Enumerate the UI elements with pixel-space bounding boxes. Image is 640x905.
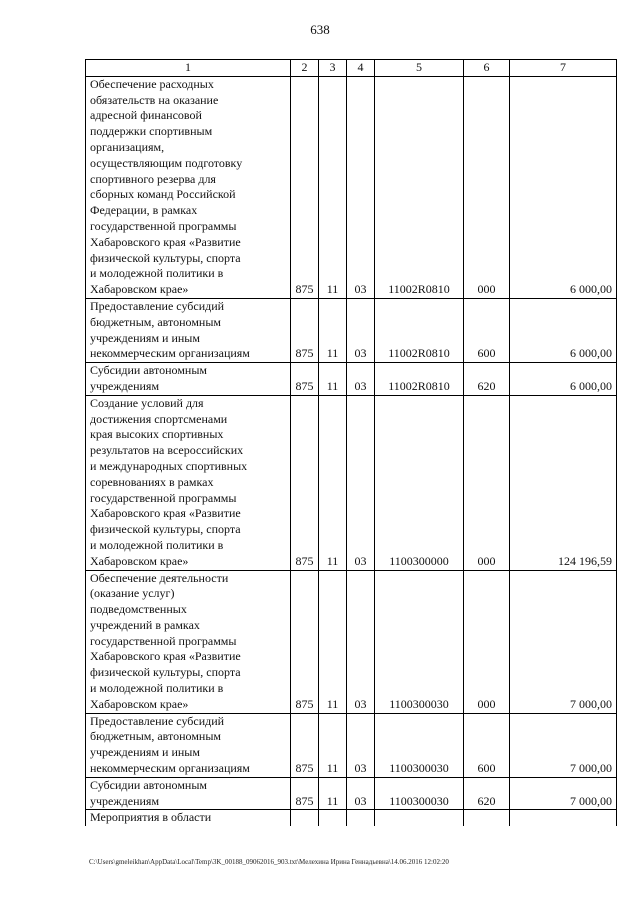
cell-col7: 7 000,00 xyxy=(510,777,617,810)
description-line: сборных команд Российской xyxy=(90,187,236,202)
row-description xyxy=(86,810,291,826)
cell-col4: 03 xyxy=(347,570,375,713)
page-number: 638 xyxy=(310,22,330,37)
cell-col6: 620 xyxy=(464,777,510,810)
cell-col3: 11 xyxy=(319,395,347,570)
cell-col5 xyxy=(375,810,464,826)
description-line: государственной программы xyxy=(90,218,237,233)
description-line: учреждениям и иным xyxy=(90,745,200,760)
cell-col4: 03 xyxy=(347,298,375,362)
cell-col3: 11 xyxy=(319,777,347,810)
description-line: Обеспечение расходных xyxy=(90,76,214,91)
footer-file-path: C:\Users\gmeleikhan\AppData\Local\Temp\3K_00188_09062016_903.txt\Мелехина Ирина Геннадьевна\14.06.2016 12:02:20 xyxy=(89,858,449,866)
cell-col2: 875 xyxy=(291,570,319,713)
description-line: Хабаровского края «Развитие xyxy=(90,649,241,664)
cell-col7 xyxy=(510,810,617,826)
header-cell: 2 xyxy=(291,60,319,77)
description-line: Субсидии автономным xyxy=(90,777,207,792)
description-line: Предоставление субсидий xyxy=(90,713,225,728)
description-line: некоммерческим организациям xyxy=(90,346,250,361)
description-line: спортивного резерва для xyxy=(90,171,216,186)
description-line: учреждений в рамках xyxy=(90,617,200,632)
header-cell: 1 xyxy=(86,60,291,77)
cell-col4: 03 xyxy=(347,76,375,298)
description-line: соревнованиях в рамках xyxy=(90,474,214,489)
table-header-row xyxy=(86,60,617,77)
description-line: некоммерческим организациям xyxy=(90,761,250,776)
cell-col2: 875 xyxy=(291,713,319,777)
description-line: учреждениям xyxy=(90,793,160,808)
description-line: (оказание услуг) xyxy=(90,586,175,601)
cell-col7: 7 000,00 xyxy=(510,713,617,777)
cell-col6: 000 xyxy=(464,76,510,298)
cell-col7: 6 000,00 xyxy=(510,76,617,298)
cell-col2: 875 xyxy=(291,777,319,810)
row-description xyxy=(86,298,291,362)
description-line: Хабаровского края «Развитие xyxy=(90,234,241,249)
description-line: поддержки спортивным xyxy=(90,124,213,139)
row-description xyxy=(86,713,291,777)
cell-col2: 875 xyxy=(291,76,319,298)
description-line: и международных спортивных xyxy=(90,458,248,473)
cell-col4: 03 xyxy=(347,713,375,777)
cell-col7: 6 000,00 xyxy=(510,298,617,362)
cell-col3: 11 xyxy=(319,76,347,298)
description-line: Мероприятия в области xyxy=(90,810,212,825)
budget-table xyxy=(85,59,617,826)
description-line: организациям, xyxy=(90,139,165,154)
cell-col7: 7 000,00 xyxy=(510,570,617,713)
cell-col4: 03 xyxy=(347,777,375,810)
header-cell: 5 xyxy=(375,60,464,77)
table-row xyxy=(86,777,617,810)
description-line: и молодежной политики в xyxy=(90,537,224,552)
description-line: государственной программы xyxy=(90,490,237,505)
description-line: достижения спортсменами xyxy=(90,411,228,426)
row-description xyxy=(86,570,291,713)
cell-col5: 11002R0810 xyxy=(375,363,464,396)
header-cell: 4 xyxy=(347,60,375,77)
cell-col3: 11 xyxy=(319,363,347,396)
description-line: Обеспечение деятельности xyxy=(90,570,229,585)
description-line: Федерации, в рамках xyxy=(90,203,198,218)
description-line: физической культуры, спорта xyxy=(90,522,241,537)
cell-col2: 875 xyxy=(291,363,319,396)
cell-col3: 11 xyxy=(319,298,347,362)
cell-col5: 1100300030 xyxy=(375,713,464,777)
cell-col5: 11002R0810 xyxy=(375,76,464,298)
description-line: края высоких спортивных xyxy=(90,427,224,442)
description-line: Хабаровском крае» xyxy=(90,553,189,568)
description-line: Предоставление субсидий xyxy=(90,298,225,313)
description-line: государственной программы xyxy=(90,633,237,648)
table-row xyxy=(86,363,617,396)
description-line: Хабаровском крае» xyxy=(90,696,189,711)
cell-col3 xyxy=(319,810,347,826)
cell-col4 xyxy=(347,810,375,826)
header-cell: 6 xyxy=(464,60,510,77)
description-line: и молодежной политики в xyxy=(90,681,224,696)
cell-col5: 1100300030 xyxy=(375,777,464,810)
description-line: бюджетным, автономным xyxy=(90,729,221,744)
cell-col6: 600 xyxy=(464,298,510,362)
row-description xyxy=(86,777,291,810)
cell-col2 xyxy=(291,810,319,826)
description-line: результатов на всероссийских xyxy=(90,443,244,458)
description-line: учреждениям и иным xyxy=(90,330,200,345)
cell-col7: 124 196,59 xyxy=(510,395,617,570)
cell-col5: 1100300000 xyxy=(375,395,464,570)
cell-col3: 11 xyxy=(319,570,347,713)
description-line: и молодежной политики в xyxy=(90,266,224,281)
description-line: адресной финансовой xyxy=(90,108,202,123)
cell-col4: 03 xyxy=(347,363,375,396)
table-row xyxy=(86,298,617,362)
description-line: физической культуры, спорта xyxy=(90,250,241,265)
description-line: Хабаровском крае» xyxy=(90,282,189,297)
row-description xyxy=(86,395,291,570)
description-line: Хабаровского края «Развитие xyxy=(90,506,241,521)
cell-col2: 875 xyxy=(291,298,319,362)
description-line: учреждениям xyxy=(90,378,160,393)
cell-col5: 1100300030 xyxy=(375,570,464,713)
cell-col3: 11 xyxy=(319,713,347,777)
cell-col4: 03 xyxy=(347,395,375,570)
cell-col5: 11002R0810 xyxy=(375,298,464,362)
cell-col6: 620 xyxy=(464,363,510,396)
description-line: физической культуры, спорта xyxy=(90,665,241,680)
cell-col6: 000 xyxy=(464,570,510,713)
cell-col6: 000 xyxy=(464,395,510,570)
table-row xyxy=(86,570,617,713)
description-line: обязательств на оказание xyxy=(90,92,219,107)
description-line: подведомственных xyxy=(90,602,187,617)
row-description xyxy=(86,363,291,396)
table-row xyxy=(86,713,617,777)
header-cell: 7 xyxy=(510,60,617,77)
description-line: Создание условий для xyxy=(90,395,204,410)
cell-col7: 6 000,00 xyxy=(510,363,617,396)
description-line: бюджетным, автономным xyxy=(90,314,221,329)
cell-col2: 875 xyxy=(291,395,319,570)
table-row xyxy=(86,395,617,570)
row-description xyxy=(86,76,291,298)
table-row xyxy=(86,76,617,298)
cell-col6 xyxy=(464,810,510,826)
header-cell: 3 xyxy=(319,60,347,77)
description-line: осуществляющим подготовку xyxy=(90,155,243,170)
table-row xyxy=(86,810,617,826)
description-line: Субсидии автономным xyxy=(90,363,207,378)
cell-col6: 600 xyxy=(464,713,510,777)
